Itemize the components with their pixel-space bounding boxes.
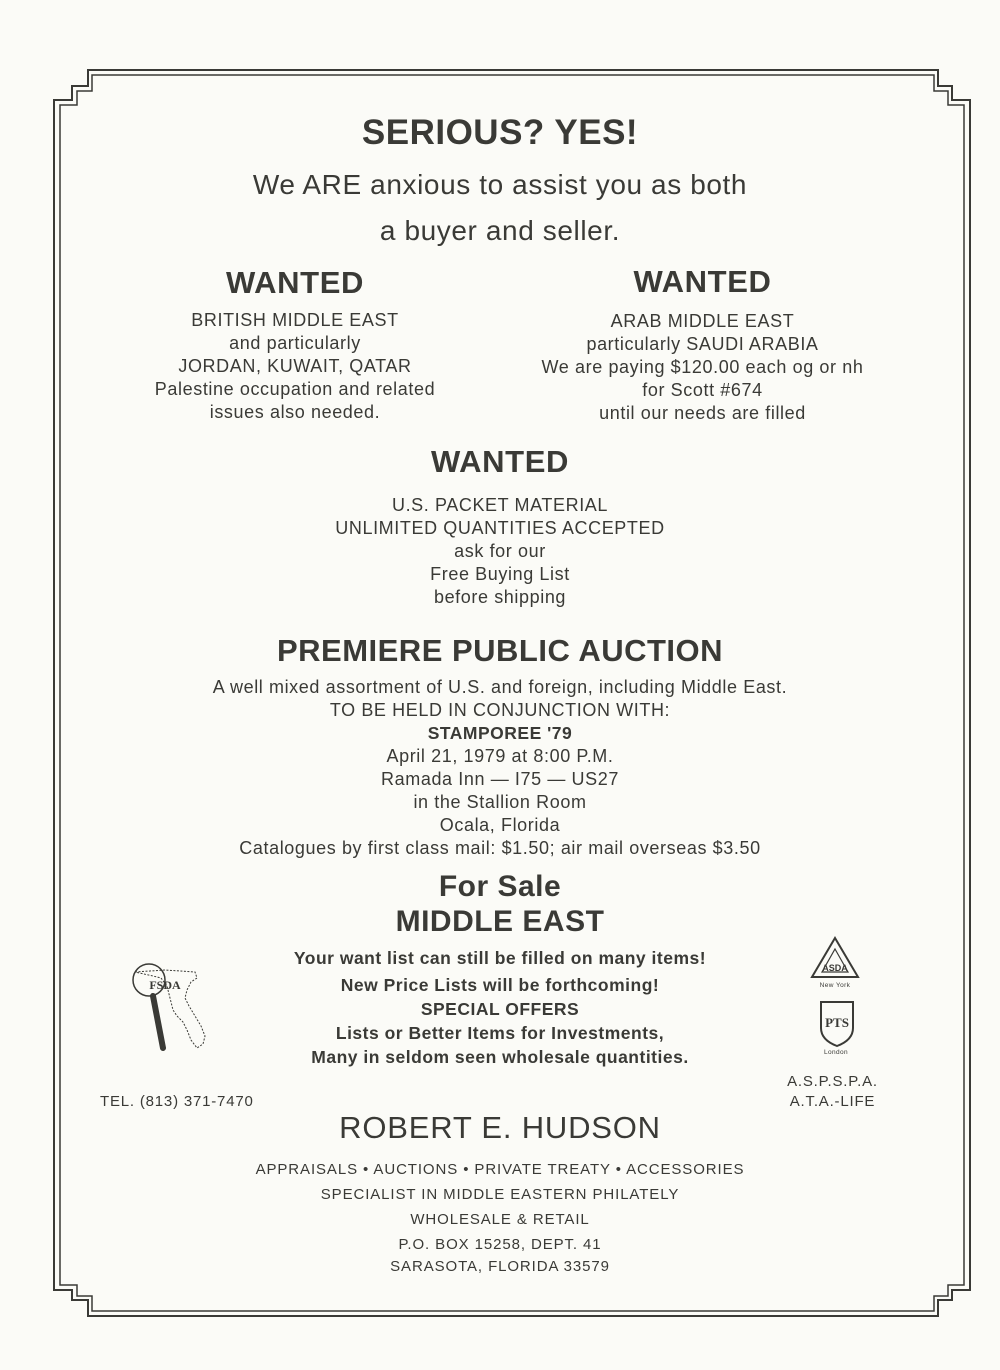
for-sale-heading: For Sale — [438, 870, 562, 903]
wanted-center-line: Free Buying List — [430, 564, 570, 584]
auction-heading: PREMIERE PUBLIC AUCTION — [276, 633, 724, 668]
middle-east-heading: MIDDLE EAST — [395, 905, 605, 938]
auction-line: Ocala, Florida — [439, 815, 561, 835]
wanted-right-line: ARAB MIDDLE EAST — [610, 311, 795, 331]
footer-services: APPRAISALS • AUCTIONS • PRIVATE TREATY • ACCESSORIES — [255, 1161, 745, 1178]
dealer-name: ROBERT E. HUDSON — [339, 1110, 661, 1145]
wanted-center-line: before shipping — [433, 587, 567, 607]
wanted-center-line: U.S. PACKET MATERIAL — [391, 495, 609, 515]
headline: SERIOUS? YES! — [361, 113, 639, 152]
auction-event-name: STAMPOREE '79 — [427, 723, 573, 743]
membership-line: A.S.P.S.P.A. — [787, 1073, 878, 1090]
memberships — [770, 1072, 895, 1112]
wanted-left-section — [130, 265, 460, 424]
auction-line: Catalogues by first class mail: $1.50; air mail overseas $3.50 — [239, 838, 761, 858]
pts-caption: London — [823, 1049, 849, 1056]
wanted-center-line: ask for our — [454, 541, 546, 561]
auction-line: Ramada Inn — I75 — US27 — [381, 769, 619, 789]
auction-line: April 21, 1979 at 8:00 P.M. — [386, 746, 614, 766]
wanted-left-line: JORDAN, KUWAIT, QATAR — [178, 356, 412, 376]
wanted-right-line: for Scott #674 — [642, 380, 763, 400]
auction-line: TO BE HELD IN CONJUNCTION WITH: — [329, 700, 671, 720]
wanted-left-line: Palestine occupation and related — [154, 379, 436, 399]
wanted-right-line: We are paying $120.00 each og or nh — [541, 357, 864, 377]
wanted-center-heading: WANTED — [431, 444, 569, 479]
footer-wholesale: WHOLESALE & RETAIL — [410, 1211, 590, 1228]
wanted-left-line: issues also needed. — [209, 402, 381, 422]
wanted-left-heading: WANTED — [226, 265, 364, 300]
pts-logo-text: PTS — [825, 1015, 849, 1030]
pts-shield-logo-icon — [818, 1000, 856, 1048]
wanted-right-section — [515, 264, 890, 425]
auction-body — [0, 676, 1000, 860]
wanted-center-body — [0, 494, 1000, 609]
membership-line: A.T.A.-LIFE — [789, 1093, 876, 1110]
for-sale-line: New Price Lists will be forthcoming! — [340, 975, 660, 995]
for-sale-line: Your want list can still be filled on many items! — [293, 948, 707, 968]
auction-line: in the Stallion Room — [413, 792, 587, 812]
asda-logo-text: ASDA — [822, 963, 848, 973]
for-sale-line: Lists or Better Items for Investments, — [335, 1023, 665, 1043]
wanted-right-line: until our needs are filled — [599, 403, 806, 423]
footer-po-box: P.O. BOX 15258, DEPT. 41 — [398, 1236, 602, 1253]
wanted-right-line: particularly SAUDI ARABIA — [586, 334, 819, 354]
wanted-center-line: UNLIMITED QUANTITIES ACCEPTED — [335, 518, 665, 538]
fsda-logo-text: FSDA — [149, 978, 181, 992]
for-sale-line: SPECIAL OFFERS — [420, 999, 580, 1019]
footer-city: SARASOTA, FLORIDA 33579 — [390, 1258, 610, 1275]
wanted-right-heading: WANTED — [633, 264, 772, 299]
wanted-left-line: BRITISH MIDDLE EAST — [191, 310, 399, 330]
telephone: TEL. (813) 371-7470 — [100, 1093, 254, 1110]
tagline-line-2: a buyer and seller. — [379, 215, 621, 246]
fsda-magnifier-florida-logo-icon — [125, 960, 220, 1055]
asda-caption: New York — [819, 982, 851, 989]
wanted-left-line: and particularly — [229, 333, 361, 353]
auction-line: A well mixed assortment of U.S. and foreign, including Middle East. — [212, 677, 788, 697]
footer-specialty: SPECIALIST IN MIDDLE EASTERN PHILATELY — [320, 1186, 680, 1203]
for-sale-line: Many in seldom seen wholesale quantities. — [311, 1047, 689, 1067]
tagline-line-1: We ARE anxious to assist you as both — [252, 169, 748, 200]
